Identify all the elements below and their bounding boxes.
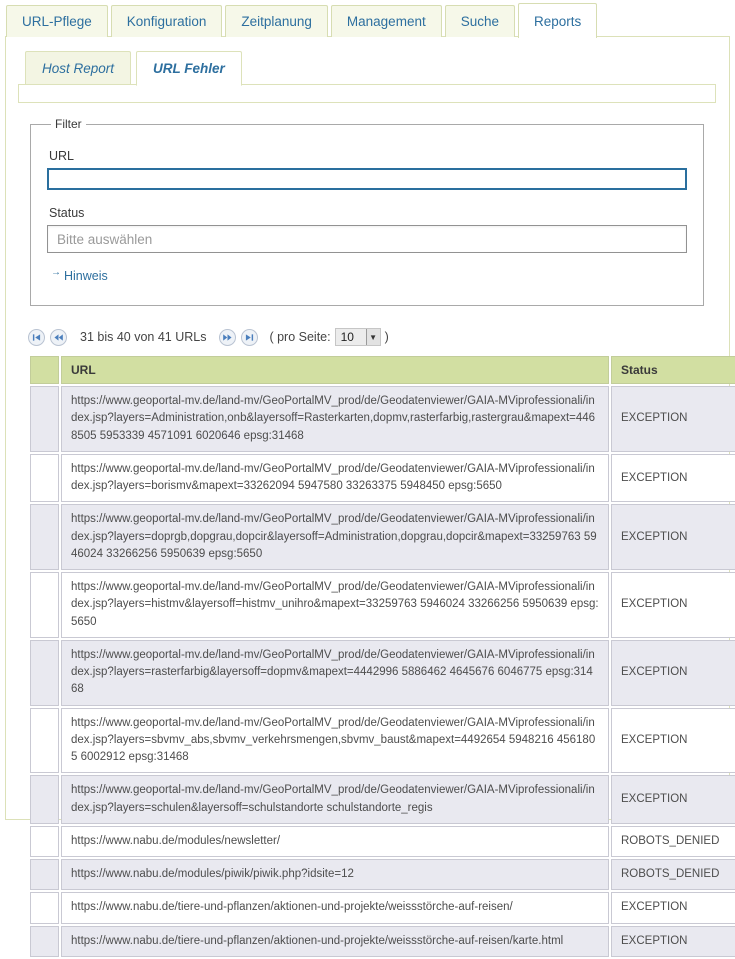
reports-panel xyxy=(5,36,730,947)
table-row xyxy=(30,572,735,638)
status-cell: EXCEPTION xyxy=(611,708,735,774)
status-cell: ROBOTS_DENIED xyxy=(611,859,735,890)
next-page-button[interactable] xyxy=(219,329,236,346)
url-cell: https://www.geoportal-mv.de/land-mv/GeoPortalMV_prod/de/Geodatenviewer/GAIA-MViprofessionali/index.jsp?layers=histmv&layersoff=histmv_unihro&mapext=33259763 5946024 33266256 5950639 epsg:5650 xyxy=(61,572,609,638)
status-cell: EXCEPTION xyxy=(611,640,735,706)
first-page-button[interactable] xyxy=(28,329,45,346)
status-filter-label: Status xyxy=(49,206,85,220)
url-cell: https://www.geoportal-mv.de/land-mv/GeoPortalMV_prod/de/Geodatenviewer/GAIA-MViprofessionali/index.jsp?layers=doprgb,dopgrau,dopcir&layersoff=Administration,dopgrau,dopcir&mapext=33259763 5946024 33266256 5950639 epsg:5650 xyxy=(61,504,609,570)
table-row xyxy=(30,708,735,774)
status-filter-select[interactable] xyxy=(47,225,687,253)
last-page-button[interactable] xyxy=(241,329,258,346)
status-cell: EXCEPTION xyxy=(611,892,735,923)
url-filter-label: URL xyxy=(49,149,75,163)
row-select-cell xyxy=(30,504,59,570)
subtab-host-report[interactable]: Host Report xyxy=(25,51,131,85)
filter-legend: Filter xyxy=(55,117,82,131)
subtab-url-fehler[interactable]: URL Fehler xyxy=(136,51,242,86)
row-select-cell xyxy=(30,386,59,452)
first-page-icon xyxy=(32,333,41,342)
row-select-cell xyxy=(30,926,59,957)
pagination-info: 31 bis 40 von 41 URLs xyxy=(80,330,207,345)
row-select-cell xyxy=(30,826,59,857)
prev-page-button[interactable] xyxy=(50,329,67,346)
table-row xyxy=(30,386,735,452)
url-cell: https://www.nabu.de/modules/piwik/piwik.php?idsite=12 xyxy=(61,859,609,890)
status-cell: EXCEPTION xyxy=(611,572,735,638)
hinweis-arrow-icon: → xyxy=(51,267,61,278)
row-select-cell xyxy=(30,640,59,706)
row-select-cell xyxy=(30,775,59,824)
table-row xyxy=(30,826,735,857)
table-row xyxy=(30,859,735,890)
url-cell: https://www.geoportal-mv.de/land-mv/GeoPortalMV_prod/de/Geodatenviewer/GAIA-MViprofessionali/index.jsp?layers=sbvmv_abs,sbvmv_verkehrsmengen,sbvmv_baust&mapext=4492654 5948216 4561805 6002912 epsg:31468 xyxy=(61,708,609,774)
tab-url-pflege[interactable]: URL-Pflege xyxy=(6,5,108,37)
table-header-row xyxy=(30,356,735,384)
prev-page-icon xyxy=(54,333,63,342)
table-row xyxy=(30,640,735,706)
status-cell: EXCEPTION xyxy=(611,386,735,452)
subtab-panel-strip xyxy=(18,84,716,103)
url-cell: https://www.nabu.de/modules/newsletter/ xyxy=(61,826,609,857)
main-tab-bar xyxy=(5,5,730,37)
per-page-select[interactable] xyxy=(335,328,381,346)
per-page-suffix: ) xyxy=(384,330,389,345)
tab-konfiguration[interactable]: Konfiguration xyxy=(111,5,223,37)
table-row xyxy=(30,504,735,570)
url-column-header: URL xyxy=(61,356,609,384)
tab-reports[interactable]: Reports xyxy=(518,3,597,38)
tab-management[interactable]: Management xyxy=(331,5,442,37)
per-page-prefix: ( pro Seite: xyxy=(269,330,331,345)
status-cell: EXCEPTION xyxy=(611,775,735,824)
table-row xyxy=(30,892,735,923)
status-column-header: Status xyxy=(611,356,735,384)
row-select-cell xyxy=(30,572,59,638)
url-filter-input[interactable] xyxy=(47,168,687,190)
hinweis-row xyxy=(51,267,687,283)
tab-suche[interactable]: Suche xyxy=(445,5,515,37)
filter-fieldset xyxy=(30,117,704,306)
row-select-cell xyxy=(30,454,59,503)
table-row xyxy=(30,775,735,824)
url-cell: https://www.geoportal-mv.de/land-mv/GeoPortalMV_prod/de/Geodatenviewer/GAIA-MViprofessionali/index.jsp?layers=schulen&layersoff=schulstandorte schulstandorte_regis xyxy=(61,775,609,824)
url-cell: https://www.geoportal-mv.de/land-mv/GeoPortalMV_prod/de/Geodatenviewer/GAIA-MViprofessionali/index.jsp?layers=Administration,onb&layersoff=Rasterkarten,dopmv,rasterfarbig,rastergrau&mapext=4468505 5953339 4571091 6020646 epsg:31468 xyxy=(61,386,609,452)
select-column-header xyxy=(30,356,59,384)
tab-zeitplanung[interactable]: Zeitplanung xyxy=(225,5,328,37)
hinweis-link-label: Hinweis xyxy=(64,269,108,284)
per-page-value: 10 xyxy=(340,330,354,345)
table-row xyxy=(30,926,735,957)
row-select-cell xyxy=(30,859,59,890)
status-cell: EXCEPTION xyxy=(611,454,735,503)
url-cell: https://www.nabu.de/tiere-und-pflanzen/aktionen-und-projekte/weissstörche-auf-reisen/karte.html xyxy=(61,926,609,957)
url-error-table xyxy=(28,354,735,959)
pagination-bar xyxy=(28,328,716,346)
table-row xyxy=(30,454,735,503)
status-select-placeholder: Bitte auswählen xyxy=(57,231,153,247)
status-cell: ROBOTS_DENIED xyxy=(611,826,735,857)
status-cell: EXCEPTION xyxy=(611,926,735,957)
hinweis-link[interactable] xyxy=(51,269,108,283)
url-cell: https://www.nabu.de/tiere-und-pflanzen/aktionen-und-projekte/weissstörche-auf-reisen/ xyxy=(61,892,609,923)
url-table-body xyxy=(30,386,735,957)
dropdown-arrow-icon: ▼ xyxy=(366,329,380,345)
row-select-cell xyxy=(30,708,59,774)
last-page-icon xyxy=(245,333,254,342)
row-select-cell xyxy=(30,892,59,923)
per-page-group xyxy=(269,328,388,346)
report-sub-tab-bar xyxy=(18,51,716,85)
next-page-icon xyxy=(223,333,232,342)
status-cell: EXCEPTION xyxy=(611,504,735,570)
url-cell: https://www.geoportal-mv.de/land-mv/GeoPortalMV_prod/de/Geodatenviewer/GAIA-MViprofessionali/index.jsp?layers=rasterfarbig&layersoff=dopmv&mapext=4442996 5886462 4645676 6046775 epsg:31468 xyxy=(61,640,609,706)
url-cell: https://www.geoportal-mv.de/land-mv/GeoPortalMV_prod/de/Geodatenviewer/GAIA-MViprofessionali/index.jsp?layers=borismv&mapext=33262094 5947580 33263375 5948450 epsg:5650 xyxy=(61,454,609,503)
